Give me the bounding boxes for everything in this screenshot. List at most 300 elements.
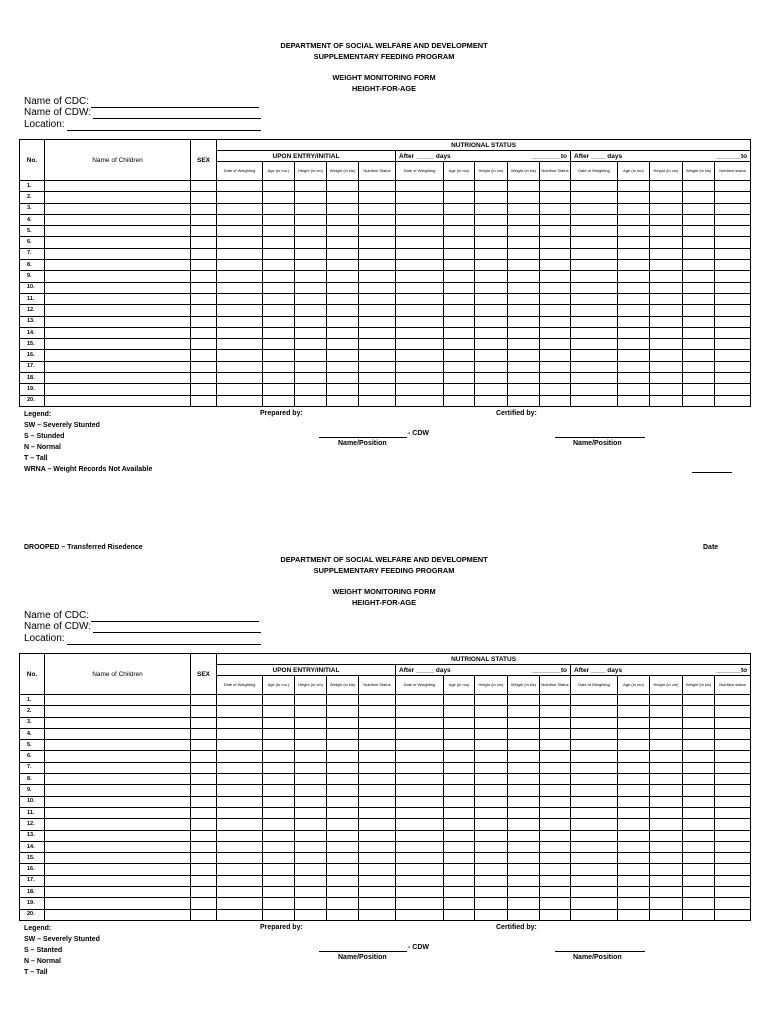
table-cell[interactable] xyxy=(191,695,217,706)
table-cell[interactable] xyxy=(295,192,327,203)
table-cell[interactable] xyxy=(191,260,217,271)
table-cell[interactable] xyxy=(571,751,618,762)
table-cell[interactable] xyxy=(217,316,263,327)
table-cell[interactable] xyxy=(508,350,540,361)
table-cell[interactable] xyxy=(715,807,751,818)
table-cell[interactable] xyxy=(359,192,396,203)
table-cell[interactable] xyxy=(650,271,683,282)
table-cell[interactable] xyxy=(359,384,396,395)
table-cell[interactable] xyxy=(508,706,540,717)
table-cell[interactable] xyxy=(618,361,650,372)
table-cell[interactable] xyxy=(508,339,540,350)
table-cell[interactable] xyxy=(263,327,295,338)
table-cell[interactable] xyxy=(191,237,217,248)
table-cell[interactable] xyxy=(618,875,650,886)
table-cell[interactable] xyxy=(618,830,650,841)
table-cell[interactable] xyxy=(650,316,683,327)
table-cell[interactable] xyxy=(715,695,751,706)
table-cell[interactable] xyxy=(327,248,359,259)
table-cell[interactable] xyxy=(263,830,295,841)
table-cell[interactable] xyxy=(45,819,191,830)
table-cell[interactable] xyxy=(444,181,475,192)
table-cell[interactable] xyxy=(217,875,263,886)
table-cell[interactable] xyxy=(217,717,263,728)
table-cell[interactable] xyxy=(715,796,751,807)
table-cell[interactable] xyxy=(475,898,508,909)
table-cell[interactable] xyxy=(45,214,191,225)
table-cell[interactable] xyxy=(571,384,618,395)
table-cell[interactable] xyxy=(444,841,475,852)
table-cell[interactable] xyxy=(396,864,444,875)
table-cell[interactable] xyxy=(715,214,751,225)
table-cell[interactable] xyxy=(359,762,396,773)
table-cell[interactable] xyxy=(191,373,217,384)
table-cell[interactable] xyxy=(618,717,650,728)
table-cell[interactable] xyxy=(359,717,396,728)
table-cell[interactable] xyxy=(571,740,618,751)
table-cell[interactable] xyxy=(618,260,650,271)
table-cell[interactable] xyxy=(217,248,263,259)
table-cell[interactable] xyxy=(618,237,650,248)
table-cell[interactable] xyxy=(508,316,540,327)
table-cell[interactable] xyxy=(650,373,683,384)
table-cell[interactable] xyxy=(683,830,715,841)
table-cell[interactable] xyxy=(683,785,715,796)
table-cell[interactable] xyxy=(444,395,475,406)
table-cell[interactable] xyxy=(396,751,444,762)
table-cell[interactable] xyxy=(508,305,540,316)
table-cell[interactable] xyxy=(263,762,295,773)
table-cell[interactable] xyxy=(650,909,683,920)
table-cell[interactable] xyxy=(618,395,650,406)
table-cell[interactable] xyxy=(508,282,540,293)
table-cell[interactable] xyxy=(444,260,475,271)
table-cell[interactable] xyxy=(263,887,295,898)
table-cell[interactable] xyxy=(444,887,475,898)
table-cell[interactable] xyxy=(715,282,751,293)
table-cell[interactable] xyxy=(475,796,508,807)
table-cell[interactable] xyxy=(508,203,540,214)
table-cell[interactable] xyxy=(263,785,295,796)
table-cell[interactable] xyxy=(327,807,359,818)
table-cell[interactable] xyxy=(45,796,191,807)
table-cell[interactable] xyxy=(217,807,263,818)
table-cell[interactable] xyxy=(683,841,715,852)
table-cell[interactable] xyxy=(217,706,263,717)
table-cell[interactable] xyxy=(217,384,263,395)
table-cell[interactable] xyxy=(263,316,295,327)
table-cell[interactable] xyxy=(327,271,359,282)
table-cell[interactable] xyxy=(263,796,295,807)
table-cell[interactable] xyxy=(396,327,444,338)
table-cell[interactable] xyxy=(45,181,191,192)
table-cell[interactable] xyxy=(45,282,191,293)
table-cell[interactable] xyxy=(191,339,217,350)
table-cell[interactable] xyxy=(618,373,650,384)
table-cell[interactable] xyxy=(263,717,295,728)
table-cell[interactable] xyxy=(571,395,618,406)
table-cell[interactable] xyxy=(683,373,715,384)
table-cell[interactable] xyxy=(359,293,396,304)
table-cell[interactable] xyxy=(45,226,191,237)
table-cell[interactable] xyxy=(444,796,475,807)
table-cell[interactable] xyxy=(263,740,295,751)
table-cell[interactable] xyxy=(191,706,217,717)
table-cell[interactable] xyxy=(295,807,327,818)
table-cell[interactable] xyxy=(715,785,751,796)
table-cell[interactable] xyxy=(508,751,540,762)
table-cell[interactable] xyxy=(191,751,217,762)
table-cell[interactable] xyxy=(191,282,217,293)
table-cell[interactable] xyxy=(540,214,571,225)
table-cell[interactable] xyxy=(444,740,475,751)
table-cell[interactable] xyxy=(327,260,359,271)
table-cell[interactable] xyxy=(683,807,715,818)
table-cell[interactable] xyxy=(571,271,618,282)
table-cell[interactable] xyxy=(191,762,217,773)
table-cell[interactable] xyxy=(396,260,444,271)
table-cell[interactable] xyxy=(683,887,715,898)
table-cell[interactable] xyxy=(650,361,683,372)
table-cell[interactable] xyxy=(295,819,327,830)
table-cell[interactable] xyxy=(396,796,444,807)
table-cell[interactable] xyxy=(359,807,396,818)
table-cell[interactable] xyxy=(715,339,751,350)
table-cell[interactable] xyxy=(263,395,295,406)
table-cell[interactable] xyxy=(650,203,683,214)
table-cell[interactable] xyxy=(359,226,396,237)
table-cell[interactable] xyxy=(571,373,618,384)
table-cell[interactable] xyxy=(217,373,263,384)
table-cell[interactable] xyxy=(571,305,618,316)
table-cell[interactable] xyxy=(45,898,191,909)
table-cell[interactable] xyxy=(191,350,217,361)
table-cell[interactable] xyxy=(359,350,396,361)
table-cell[interactable] xyxy=(444,214,475,225)
table-cell[interactable] xyxy=(45,192,191,203)
table-cell[interactable] xyxy=(191,361,217,372)
table-cell[interactable] xyxy=(359,796,396,807)
table-cell[interactable] xyxy=(217,361,263,372)
table-cell[interactable] xyxy=(683,226,715,237)
table-cell[interactable] xyxy=(263,181,295,192)
table-cell[interactable] xyxy=(295,853,327,864)
table-cell[interactable] xyxy=(45,316,191,327)
table-cell[interactable] xyxy=(191,864,217,875)
table-cell[interactable] xyxy=(650,785,683,796)
table-cell[interactable] xyxy=(571,762,618,773)
table-cell[interactable] xyxy=(618,909,650,920)
table-cell[interactable] xyxy=(359,271,396,282)
table-cell[interactable] xyxy=(263,807,295,818)
table-cell[interactable] xyxy=(444,203,475,214)
table-cell[interactable] xyxy=(475,717,508,728)
table-cell[interactable] xyxy=(263,237,295,248)
table-cell[interactable] xyxy=(191,853,217,864)
table-cell[interactable] xyxy=(327,728,359,739)
table-cell[interactable] xyxy=(327,887,359,898)
table-cell[interactable] xyxy=(295,728,327,739)
table-cell[interactable] xyxy=(571,248,618,259)
table-cell[interactable] xyxy=(571,898,618,909)
table-cell[interactable] xyxy=(45,271,191,282)
table-cell[interactable] xyxy=(540,706,571,717)
table-cell[interactable] xyxy=(45,706,191,717)
table-cell[interactable] xyxy=(263,203,295,214)
table-cell[interactable] xyxy=(540,875,571,886)
table-cell[interactable] xyxy=(396,226,444,237)
table-cell[interactable] xyxy=(359,395,396,406)
table-cell[interactable] xyxy=(475,887,508,898)
table-cell[interactable] xyxy=(444,762,475,773)
table-cell[interactable] xyxy=(715,271,751,282)
table-cell[interactable] xyxy=(715,248,751,259)
table-cell[interactable] xyxy=(444,339,475,350)
table-cell[interactable] xyxy=(396,774,444,785)
table-cell[interactable] xyxy=(327,841,359,852)
table-cell[interactable] xyxy=(396,237,444,248)
table-cell[interactable] xyxy=(263,214,295,225)
table-cell[interactable] xyxy=(295,774,327,785)
table-cell[interactable] xyxy=(571,807,618,818)
table-cell[interactable] xyxy=(444,271,475,282)
table-cell[interactable] xyxy=(217,226,263,237)
table-cell[interactable] xyxy=(45,774,191,785)
table-cell[interactable] xyxy=(327,181,359,192)
table-cell[interactable] xyxy=(191,785,217,796)
table-cell[interactable] xyxy=(327,237,359,248)
table-cell[interactable] xyxy=(327,774,359,785)
table-cell[interactable] xyxy=(295,887,327,898)
table-cell[interactable] xyxy=(396,181,444,192)
table-cell[interactable] xyxy=(715,774,751,785)
table-cell[interactable] xyxy=(650,796,683,807)
table-cell[interactable] xyxy=(359,203,396,214)
table-cell[interactable] xyxy=(359,819,396,830)
table-cell[interactable] xyxy=(650,282,683,293)
table-cell[interactable] xyxy=(217,774,263,785)
table-cell[interactable] xyxy=(217,181,263,192)
table-cell[interactable] xyxy=(650,875,683,886)
table-cell[interactable] xyxy=(396,395,444,406)
table-cell[interactable] xyxy=(475,706,508,717)
table-cell[interactable] xyxy=(327,695,359,706)
prepared-by-signature-line[interactable] xyxy=(319,437,407,438)
table-cell[interactable] xyxy=(540,774,571,785)
table-cell[interactable] xyxy=(217,395,263,406)
table-cell[interactable] xyxy=(571,909,618,920)
table-cell[interactable] xyxy=(650,807,683,818)
table-cell[interactable] xyxy=(650,819,683,830)
table-cell[interactable] xyxy=(263,841,295,852)
table-cell[interactable] xyxy=(650,830,683,841)
table-cell[interactable] xyxy=(263,751,295,762)
table-cell[interactable] xyxy=(217,350,263,361)
table-cell[interactable] xyxy=(217,785,263,796)
table-cell[interactable] xyxy=(571,728,618,739)
table-cell[interactable] xyxy=(475,819,508,830)
table-cell[interactable] xyxy=(650,248,683,259)
table-cell[interactable] xyxy=(540,887,571,898)
table-cell[interactable] xyxy=(683,898,715,909)
table-cell[interactable] xyxy=(650,293,683,304)
table-cell[interactable] xyxy=(683,260,715,271)
table-cell[interactable] xyxy=(263,226,295,237)
table-cell[interactable] xyxy=(650,728,683,739)
table-cell[interactable] xyxy=(263,271,295,282)
table-cell[interactable] xyxy=(327,853,359,864)
table-cell[interactable] xyxy=(508,327,540,338)
table-cell[interactable] xyxy=(540,909,571,920)
table-cell[interactable] xyxy=(683,774,715,785)
table-cell[interactable] xyxy=(263,339,295,350)
table-cell[interactable] xyxy=(295,361,327,372)
table-cell[interactable] xyxy=(618,819,650,830)
table-cell[interactable] xyxy=(295,373,327,384)
table-cell[interactable] xyxy=(508,887,540,898)
table-cell[interactable] xyxy=(295,384,327,395)
table-cell[interactable] xyxy=(359,864,396,875)
table-cell[interactable] xyxy=(444,864,475,875)
table-cell[interactable] xyxy=(263,192,295,203)
table-cell[interactable] xyxy=(263,282,295,293)
table-cell[interactable] xyxy=(217,271,263,282)
table-cell[interactable] xyxy=(327,898,359,909)
table-cell[interactable] xyxy=(327,350,359,361)
table-cell[interactable] xyxy=(571,226,618,237)
table-cell[interactable] xyxy=(571,237,618,248)
table-cell[interactable] xyxy=(475,728,508,739)
table-cell[interactable] xyxy=(359,214,396,225)
table-cell[interactable] xyxy=(295,226,327,237)
table-cell[interactable] xyxy=(618,751,650,762)
table-cell[interactable] xyxy=(650,853,683,864)
table-cell[interactable] xyxy=(217,214,263,225)
table-cell[interactable] xyxy=(295,841,327,852)
table-cell[interactable] xyxy=(191,248,217,259)
table-cell[interactable] xyxy=(715,192,751,203)
table-cell[interactable] xyxy=(715,373,751,384)
table-cell[interactable] xyxy=(444,807,475,818)
table-cell[interactable] xyxy=(295,898,327,909)
table-cell[interactable] xyxy=(396,384,444,395)
table-cell[interactable] xyxy=(263,774,295,785)
table-cell[interactable] xyxy=(396,339,444,350)
table-cell[interactable] xyxy=(444,898,475,909)
table-cell[interactable] xyxy=(45,807,191,818)
table-cell[interactable] xyxy=(191,875,217,886)
prepared-by-signature-line[interactable] xyxy=(319,951,407,952)
table-cell[interactable] xyxy=(295,282,327,293)
table-cell[interactable] xyxy=(683,762,715,773)
table-cell[interactable] xyxy=(327,762,359,773)
table-cell[interactable] xyxy=(217,192,263,203)
table-cell[interactable] xyxy=(618,350,650,361)
table-cell[interactable] xyxy=(327,864,359,875)
table-cell[interactable] xyxy=(650,226,683,237)
table-cell[interactable] xyxy=(540,339,571,350)
table-cell[interactable] xyxy=(508,293,540,304)
table-cell[interactable] xyxy=(508,695,540,706)
table-cell[interactable] xyxy=(359,305,396,316)
table-cell[interactable] xyxy=(715,830,751,841)
table-cell[interactable] xyxy=(715,384,751,395)
table-cell[interactable] xyxy=(396,841,444,852)
table-cell[interactable] xyxy=(444,226,475,237)
table-cell[interactable] xyxy=(327,361,359,372)
table-cell[interactable] xyxy=(508,728,540,739)
table-cell[interactable] xyxy=(650,740,683,751)
table-cell[interactable] xyxy=(359,853,396,864)
table-cell[interactable] xyxy=(618,853,650,864)
table-cell[interactable] xyxy=(396,373,444,384)
table-cell[interactable] xyxy=(396,875,444,886)
table-cell[interactable] xyxy=(263,875,295,886)
table-cell[interactable] xyxy=(191,717,217,728)
table-cell[interactable] xyxy=(618,305,650,316)
table-cell[interactable] xyxy=(191,841,217,852)
table-cell[interactable] xyxy=(571,192,618,203)
table-cell[interactable] xyxy=(715,751,751,762)
table-cell[interactable] xyxy=(683,282,715,293)
table-cell[interactable] xyxy=(650,887,683,898)
table-cell[interactable] xyxy=(45,395,191,406)
table-cell[interactable] xyxy=(295,237,327,248)
table-cell[interactable] xyxy=(327,819,359,830)
table-cell[interactable] xyxy=(650,327,683,338)
table-cell[interactable] xyxy=(45,350,191,361)
table-cell[interactable] xyxy=(45,293,191,304)
table-cell[interactable] xyxy=(217,796,263,807)
table-cell[interactable] xyxy=(45,864,191,875)
table-cell[interactable] xyxy=(508,909,540,920)
table-cell[interactable] xyxy=(396,807,444,818)
table-cell[interactable] xyxy=(571,785,618,796)
table-cell[interactable] xyxy=(191,384,217,395)
table-cell[interactable] xyxy=(359,751,396,762)
table-cell[interactable] xyxy=(396,350,444,361)
table-cell[interactable] xyxy=(715,226,751,237)
table-cell[interactable] xyxy=(217,898,263,909)
table-cell[interactable] xyxy=(396,305,444,316)
table-cell[interactable] xyxy=(45,339,191,350)
table-cell[interactable] xyxy=(650,214,683,225)
table-cell[interactable] xyxy=(217,282,263,293)
table-cell[interactable] xyxy=(359,728,396,739)
table-cell[interactable] xyxy=(45,361,191,372)
table-cell[interactable] xyxy=(571,819,618,830)
table-cell[interactable] xyxy=(444,774,475,785)
table-cell[interactable] xyxy=(540,373,571,384)
table-cell[interactable] xyxy=(327,796,359,807)
table-cell[interactable] xyxy=(715,909,751,920)
table-cell[interactable] xyxy=(191,293,217,304)
table-cell[interactable] xyxy=(191,887,217,898)
table-cell[interactable] xyxy=(396,293,444,304)
table-cell[interactable] xyxy=(683,248,715,259)
table-cell[interactable] xyxy=(396,853,444,864)
table-cell[interactable] xyxy=(475,785,508,796)
table-cell[interactable] xyxy=(508,864,540,875)
table-cell[interactable] xyxy=(715,260,751,271)
table-cell[interactable] xyxy=(683,695,715,706)
table-cell[interactable] xyxy=(540,305,571,316)
table-cell[interactable] xyxy=(683,717,715,728)
table-cell[interactable] xyxy=(571,796,618,807)
location-field-input-line[interactable] xyxy=(67,121,261,131)
table-cell[interactable] xyxy=(475,181,508,192)
table-cell[interactable] xyxy=(191,271,217,282)
